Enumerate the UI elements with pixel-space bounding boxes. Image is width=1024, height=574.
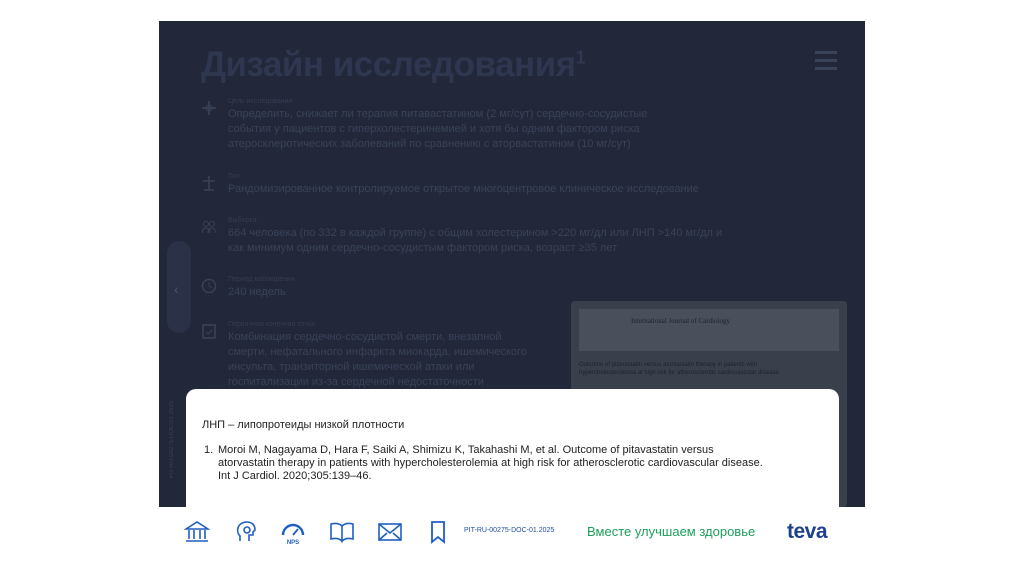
journal-title: International Journal of Cardiology — [631, 317, 730, 325]
abbreviation-note: ЛНП – липопротеиды низкой плотности — [202, 419, 405, 431]
references-popup — [186, 389, 839, 507]
reference-text: Moroi M, Nagayama D, Hara F, Saiki A, Shimizu K, Takahashi M, et al. Outcome of pitavastatin versus atorvastatin therapy in patients with hypercholesterolemia at high risk for atherosclerotic cardiovascular disease. Int J Cardiol. 2020;305:139–46. — [218, 444, 763, 482]
bookmark-icon[interactable] — [425, 519, 451, 545]
chevron-left-icon: ‹ — [174, 281, 179, 297]
journal-article-title: Outcome of pitavastatin versus atorvastatin therapy in patients with hypercholesterolemia at high risk for atherosclerotic cardiovascular disease — [579, 362, 779, 376]
slide-title: Дизайн исследования$^1$ — [201, 45, 586, 84]
footer-bar — [159, 507, 865, 557]
slogan: Вместе улучшаем здоровье — [587, 524, 756, 539]
svg-text:NPS: NPS — [286, 540, 300, 545]
target-icon — [201, 100, 217, 116]
bank-icon[interactable] — [184, 519, 210, 545]
side-panel-toggle[interactable] — [167, 241, 191, 333]
nps-gauge-icon[interactable] — [280, 519, 306, 545]
vertical-doc-code: PIT-RU-00275-DOC-01.2025 — [169, 401, 175, 479]
journal-header — [579, 309, 839, 351]
reference-number: 1. — [204, 444, 214, 456]
doc-code: PIT-RU-00275-DOC-01.2025 — [464, 527, 555, 534]
menu-icon[interactable] — [815, 51, 837, 69]
clock-icon — [201, 278, 217, 294]
book-icon[interactable] — [329, 519, 355, 545]
mail-icon[interactable] — [377, 519, 403, 545]
reference-item — [204, 444, 764, 483]
clipboard-icon — [201, 323, 217, 339]
head-gear-icon[interactable] — [234, 519, 260, 545]
slide-background: Дизайн исследования$^1$ ‹ PIT-RU-00275-DOC-01.2025 Цель исследования Определить, снижает ли терапия питавастатином (2 мг/сут) сердечно-сосудистые события у пациентов с гиперхолестеринемией и хотя бы одним фактором риска атеросклеротических заболеваний по сравнению с аторвастатином (10 мг/сут) Тип Рандомизированное контролируемое открытое многоцентровое клиническое исследование Выборка 664 человека (по 332 в каждой группе) с общим холестерином >220 мг/дл или ЛНП >140 мг/дл и как минимум одним сердечно-сосудистым фактором риска, возраст ≥35 лет Период наблюдения 240 недель Первичная конечная точка Комбинация сердечно-сосудистой смерти, внезапной смерти, нефатального инфаркта миокарда, ишемического инсульта, транзиторной ишемической атаки или госпитализации из-за сердечной недостаточности International Journal of Cardiology Outcome of pitavastatin versus atorvastatin therapy in patients with hypercholesterolemia at high risk for atherosclerotic cardiovascular disease — [159, 21, 865, 507]
scale-icon — [201, 175, 217, 191]
teva-logo[interactable]: teva — [787, 520, 828, 543]
people-icon — [201, 219, 217, 235]
